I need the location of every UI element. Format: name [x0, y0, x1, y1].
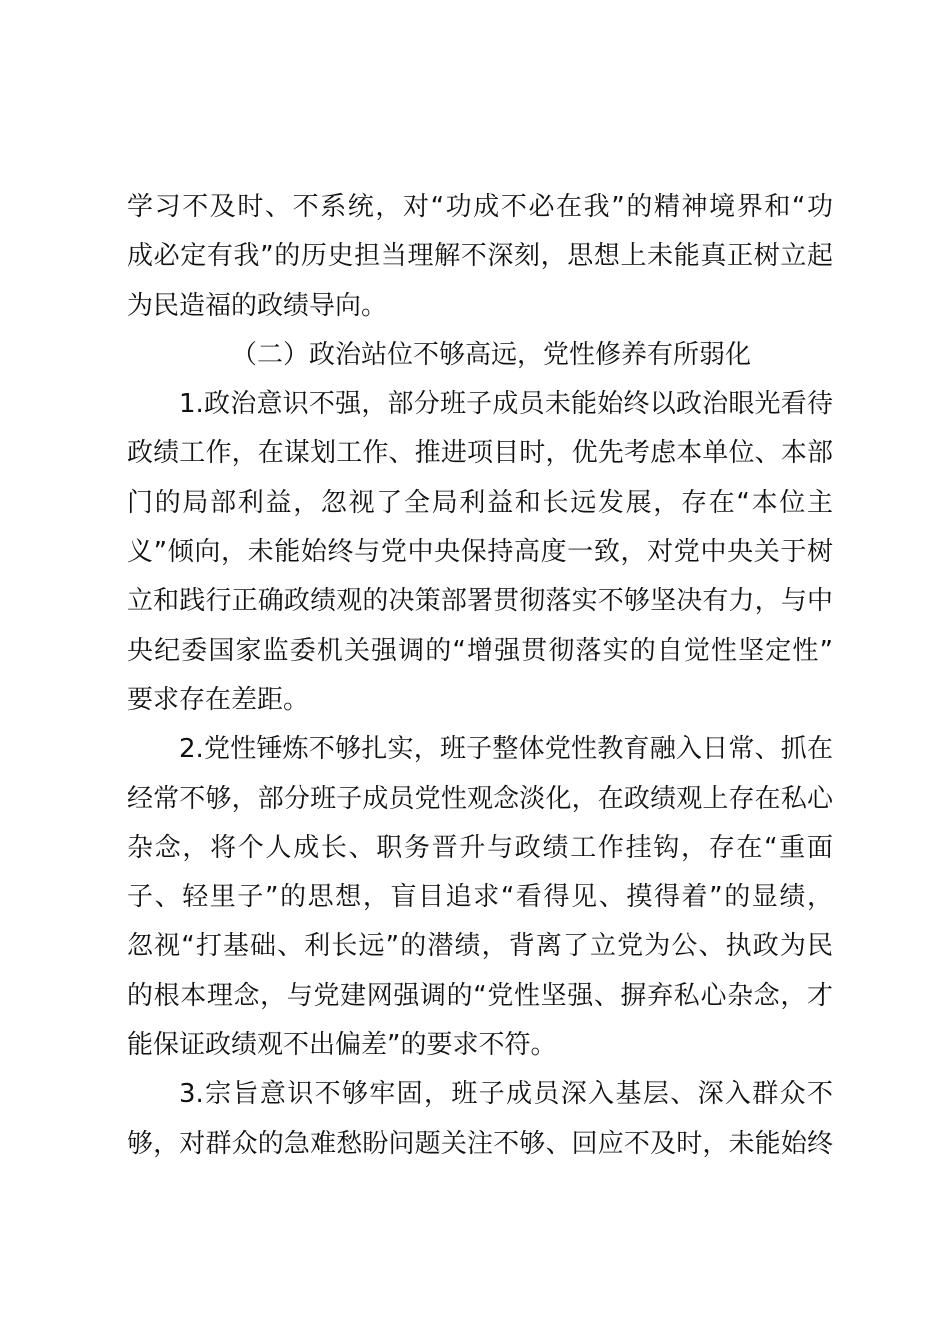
text-line: 的根本理念，与党建网强调的“党性坚强、摒弃私心杂念，才 — [127, 980, 833, 1011]
paragraph-item-3 — [127, 1070, 833, 1169]
text-line: 忽视“打基础、利长远”的潜绩，背离了立党为公、执政为民 — [127, 931, 833, 962]
text-line: 经常不够，部分班子成员党性观念淡化，在政绩观上存在私心 — [127, 783, 833, 814]
text-line: 央纪委国家监委机关强调的“增强贯彻落实的自觉性坚定性” — [127, 635, 833, 666]
text-line: 政绩工作，在谋划工作、推进项目时，优先考虑本单位、本部 — [127, 438, 833, 469]
text-line: 1.政治意识不强，部分班子成员未能始终以政治眼光看待 — [179, 389, 833, 420]
paragraph-continuation — [127, 183, 833, 331]
text-line: 2.党性锤炼不够扎实，班子整体党性教育融入日常、抓在 — [179, 734, 833, 765]
text-line: 子、轻里子”的思想，盲目追求“看得见、摸得着”的显绩， — [127, 882, 833, 913]
section-heading — [127, 331, 833, 380]
heading-text: （二）政治站位不够高远，党性修养有所弱化 — [231, 339, 752, 370]
text-line: 能保证政绩观不出偏差”的要求不符。 — [127, 1030, 557, 1061]
paragraph-item-1 — [127, 380, 833, 725]
text-line: 义”倾向，未能始终与党中央保持高度一致，对党中央关于树 — [127, 537, 833, 568]
text-line: 杂念，将个人成长、职务晋升与政绩工作挂钩，存在“重面 — [127, 832, 833, 863]
text-line: 够，对群众的急难愁盼问题关注不够、回应不及时，未能始终 — [127, 1128, 833, 1159]
text-line: 3.宗旨意识不够牢固，班子成员深入基层、深入群众不 — [179, 1079, 833, 1110]
text-line: 为民造福的政绩导向。 — [127, 290, 388, 321]
text-line: 立和践行正确政绩观的决策部署贯彻落实不够坚决有力，与中 — [127, 586, 833, 617]
paragraph-item-2 — [127, 725, 833, 1070]
text-line: 门的局部利益，忽视了全局利益和长远发展，存在“本位主 — [127, 487, 833, 518]
document-page — [127, 183, 833, 1169]
text-line: 要求存在差距。 — [127, 684, 310, 715]
text-line: 成必定有我”的历史担当理解不深刻，思想上未能真正树立起 — [127, 241, 833, 272]
text-line: 学习不及时、不系统，对“功成不必在我”的精神境界和“功 — [127, 192, 833, 222]
